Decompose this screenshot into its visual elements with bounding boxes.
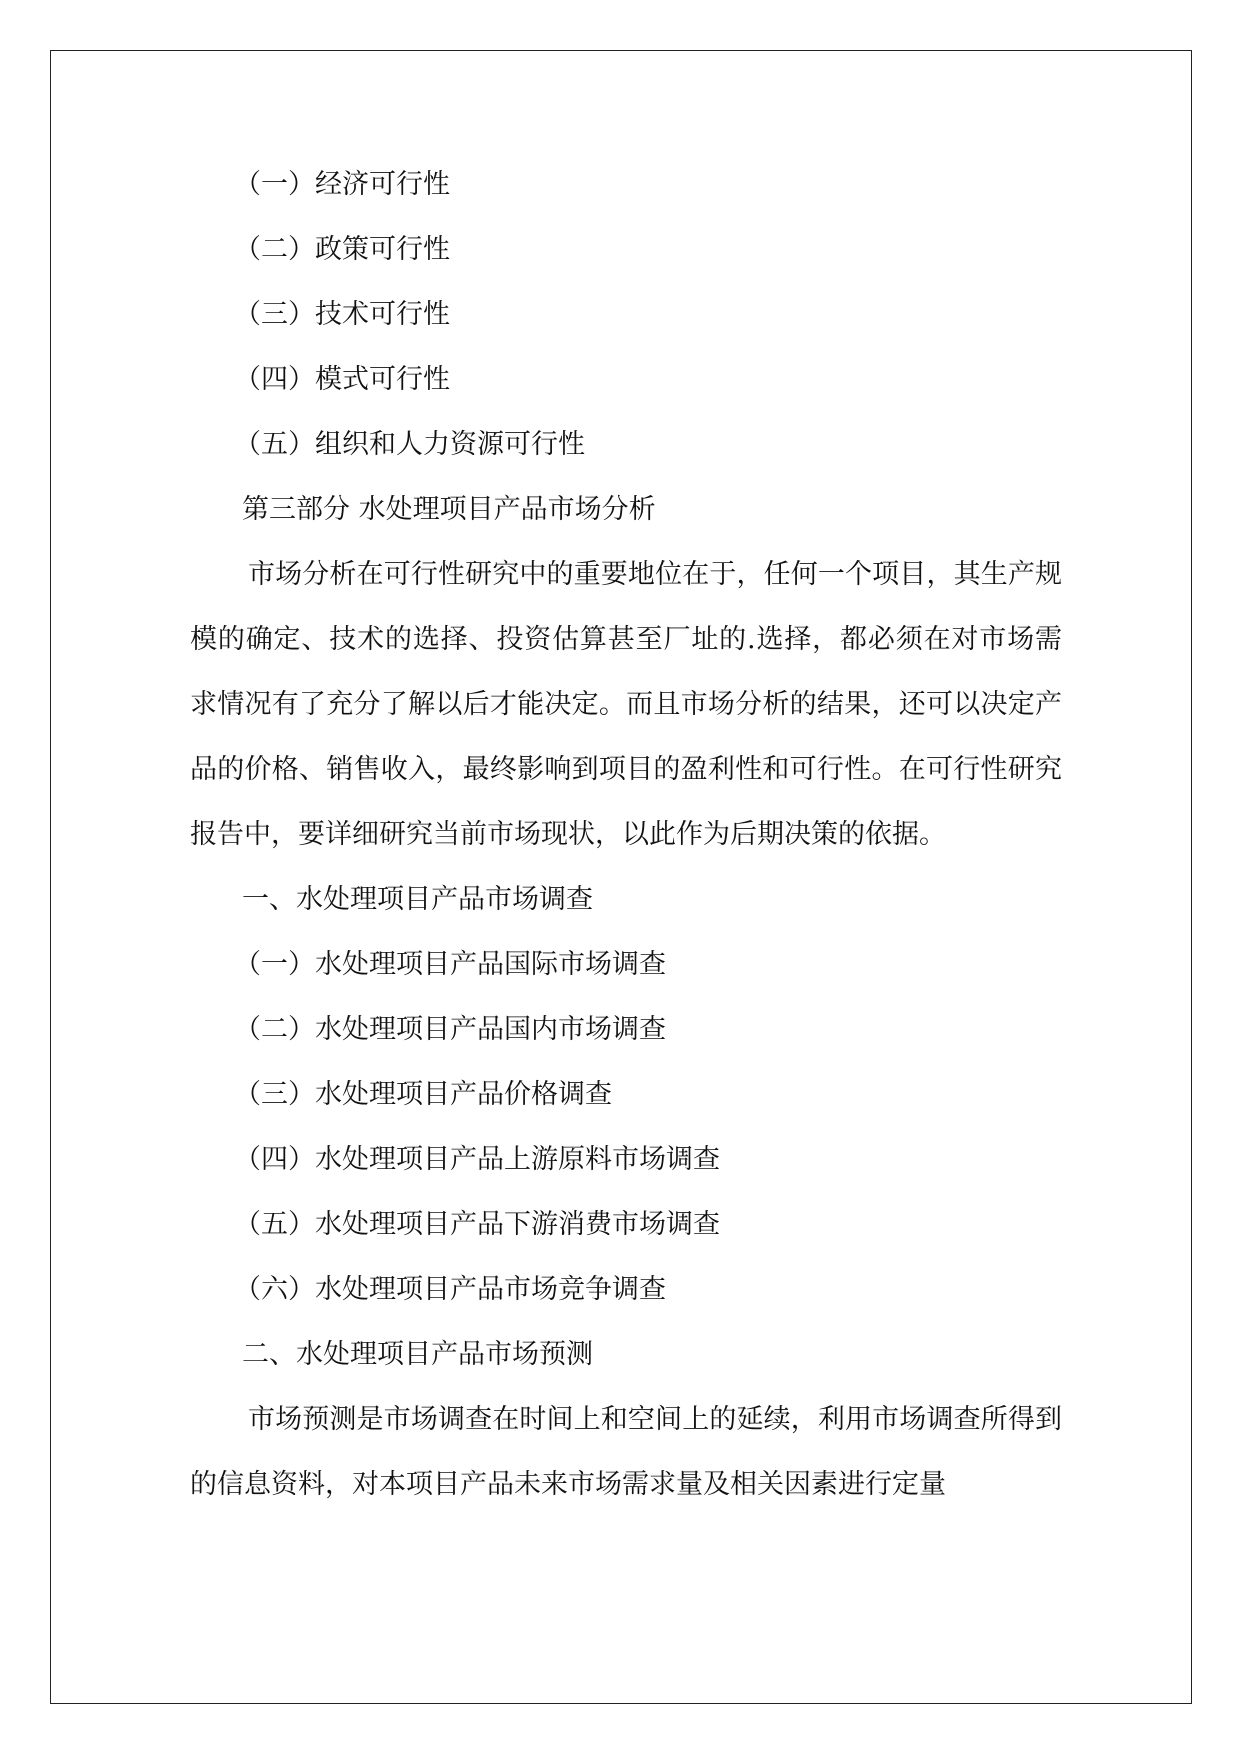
subsection-model-feasibility: （四）模式可行性	[234, 364, 450, 395]
part-three-heading: 第三部分 水处理项目产品市场分析	[242, 494, 656, 525]
subsection-organization-feasibility: （五）组织和人力资源可行性	[234, 429, 585, 460]
document-body	[190, 152, 1062, 1517]
subsection-technical-feasibility: （三）技术可行性	[234, 299, 450, 330]
subsection-international-market: （一）水处理项目产品国际市场调查	[234, 949, 666, 980]
subsection-downstream-market: （五）水处理项目产品下游消费市场调查	[234, 1209, 720, 1240]
subsection-economic-feasibility: （一）经济可行性	[234, 169, 450, 200]
subsection-price-survey: （三）水处理项目产品价格调查	[234, 1079, 612, 1110]
subsection-policy-feasibility: （二）政策可行性	[234, 234, 450, 265]
subsection-upstream-market: （四）水处理项目产品上游原料市场调查	[234, 1144, 720, 1175]
section-market-survey-heading: 一、水处理项目产品市场调查	[242, 884, 593, 915]
market-analysis-paragraph: 市场分析在可行性研究中的重要地位在于，任何一个项目，其生产规模的确定、技术的选择、投资估算甚至厂址的.选择，都必须在对市场需求情况有了充分了解以后才能决定。而且市场分析的结果，还可以决定产品的价格、销售收入，最终影响到项目的盈利性和可行性。在可行性研究报告中，要详细研究当前市场现状，以此作为后期决策的依据。	[190, 559, 1062, 850]
market-forecast-paragraph: 市场预测是市场调查在时间上和空间上的延续，利用市场调查所得到的信息资料，对本项目产品未来市场需求量及相关因素进行定量	[190, 1404, 1062, 1500]
subsection-competition-survey: （六）水处理项目产品市场竞争调查	[234, 1274, 666, 1305]
subsection-domestic-market: （二）水处理项目产品国内市场调查	[234, 1014, 666, 1045]
section-market-forecast-heading: 二、水处理项目产品市场预测	[242, 1339, 593, 1370]
